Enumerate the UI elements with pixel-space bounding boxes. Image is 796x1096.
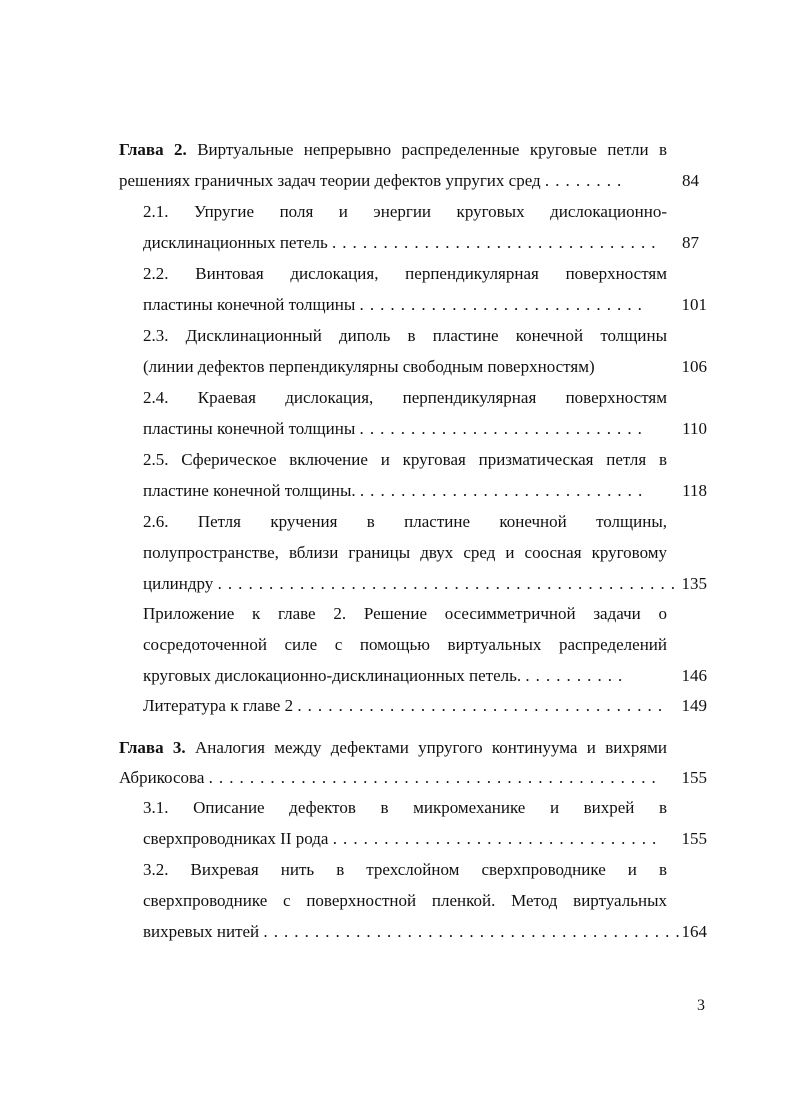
appendix-line-3 <box>143 666 623 686</box>
section-2-6-page: 135 <box>681 574 707 593</box>
appendix-page: 146 <box>681 666 707 685</box>
section-2-1-title-end: дисклинационных петель <box>143 233 328 252</box>
page-number: 3 <box>697 997 705 1014</box>
section-2-2-line-2 <box>143 295 643 315</box>
chapter-2-title-part-1: Виртуальные непрерывно распределенные круговые петли в <box>197 140 667 159</box>
section-3-1-page: 155 <box>681 829 707 848</box>
section-2-3-page: 106 <box>681 357 707 376</box>
chapter-3-title-line-2 <box>119 768 657 788</box>
section-2-5-line-2 <box>143 481 643 501</box>
section-2-4-line-2 <box>143 419 643 439</box>
chapter-3-page: 155 <box>681 768 707 787</box>
section-2-2-page: 101 <box>681 295 707 314</box>
section-2-6-line-3 <box>143 574 676 594</box>
section-2-4-page: 110 <box>682 419 707 438</box>
section-2-1-line-1: 2.1. Упругие поля и энергии круговых дислокационно- <box>143 202 667 221</box>
chapter-3-title-line-1 <box>119 738 667 758</box>
section-3-1-line-1: 3.1. Описание дефектов в микромеханике и вихрей в <box>143 798 667 817</box>
chapter-3-title-part-2: Абрикосова <box>119 768 205 787</box>
chapter-2-title-line-2 <box>119 171 622 191</box>
literature-page: 149 <box>681 696 707 715</box>
leader-dots: . . . . . . . . <box>544 171 623 190</box>
leader-dots: . . . . . . . . . . <box>525 666 624 685</box>
section-3-1-title-end: сверхпроводниках II рода <box>143 829 329 848</box>
section-2-5-page: 118 <box>682 481 707 500</box>
leader-dots: . . . . . . . . . . . . . . . . . . . . . . . . . . . . <box>359 295 643 314</box>
leader-dots: . . . . . . . . . . . . . . . . . . . . . . . . . . . . . . . . . . . . <box>297 696 663 715</box>
appendix-title-end: круговых дислокационно-дисклинационных петель. <box>143 666 522 685</box>
chapter-2-label: Глава 2. <box>119 140 187 159</box>
section-2-2-line-1: 2.2. Винтовая дислокация, перпендикулярная поверхностям <box>143 264 667 283</box>
leader-dots: . . . . . . . . . . . . . . . . . . . . . . . . . . . . . . . . . . . . . . . . . . . . . <box>217 574 676 593</box>
section-3-2-line-3 <box>143 922 681 942</box>
section-2-1-page: 87 <box>682 233 699 252</box>
chapter-2-title-line-1 <box>119 140 667 160</box>
leader-dots: . . . . . . . . . . . . . . . . . . . . . . . . . . . . <box>359 419 643 438</box>
section-2-3-line-1: 2.3. Дисклинационный диполь в пластине конечной толщины <box>143 326 667 345</box>
appendix-line-2: сосредоточенной силе с помощью виртуальных распределений <box>143 635 667 654</box>
section-2-5-title-end: пластине конечной толщины. <box>143 481 356 500</box>
section-3-2-page: 164 <box>681 922 707 941</box>
literature-line <box>143 696 663 716</box>
section-2-6-line-2: полупространстве, вблизи границы двух сред и соосная круговому <box>143 543 667 562</box>
chapter-2-title-part-2: решениях граничных задач теории дефектов упругих сред <box>119 171 541 190</box>
section-2-6-title-end: цилиндру <box>143 574 214 593</box>
leader-dots: . . . . . . . . . . . . . . . . . . . . . . . . . . . . . . . . . . . . . . . . . . . . <box>208 768 657 787</box>
section-2-5-line-1: 2.5. Сферическое включение и круговая призматическая петля в <box>143 450 667 469</box>
section-3-2-line-2: сверхпроводнике с поверхностной пленкой. Метод виртуальных <box>143 891 667 910</box>
leader-dots: . . . . . . . . . . . . . . . . . . . . . . . . . . . . <box>359 481 644 500</box>
leader-dots: . . . . . . . . . . . . . . . . . . . . . . . . . . . . . . . . <box>332 829 658 848</box>
leader-dots: . . . . . . . . . . . . . . . . . . . . . . . . . . . . . . . . <box>331 233 657 252</box>
section-3-2-line-1: 3.2. Вихревая нить в трехслойном сверхпроводнике и в <box>143 860 667 879</box>
section-3-2-title-end: вихревых нитей <box>143 922 260 941</box>
section-2-4-line-1: 2.4. Краевая дислокация, перпендикулярная поверхностям <box>143 388 667 407</box>
section-2-4-title-end: пластины конечной толщины <box>143 419 356 438</box>
appendix-line-1: Приложение к главе 2. Решение осесимметричной задачи о <box>143 604 667 623</box>
literature-title: Литература к главе 2 <box>143 696 294 715</box>
section-2-6-line-1: 2.6. Петля кручения в пластине конечной толщины, <box>143 512 667 531</box>
chapter-2-page: 84 <box>682 171 699 190</box>
leader-dots: . . . . . . . . . . . . . . . . . . . . . . . . . . . . . . . . . . . . . . . . . <box>263 922 681 941</box>
chapter-3-title-part-1: Аналогия между дефектами упругого континуума и вихрями <box>195 738 667 757</box>
section-2-2-title-end: пластины конечной толщины <box>143 295 356 314</box>
chapter-3-label: Глава 3. <box>119 738 186 757</box>
section-2-1-line-2 <box>143 233 656 253</box>
section-2-3-line-2: (линии дефектов перпендикулярны свободным поверхностям) <box>143 357 595 376</box>
section-3-1-line-2 <box>143 829 657 849</box>
